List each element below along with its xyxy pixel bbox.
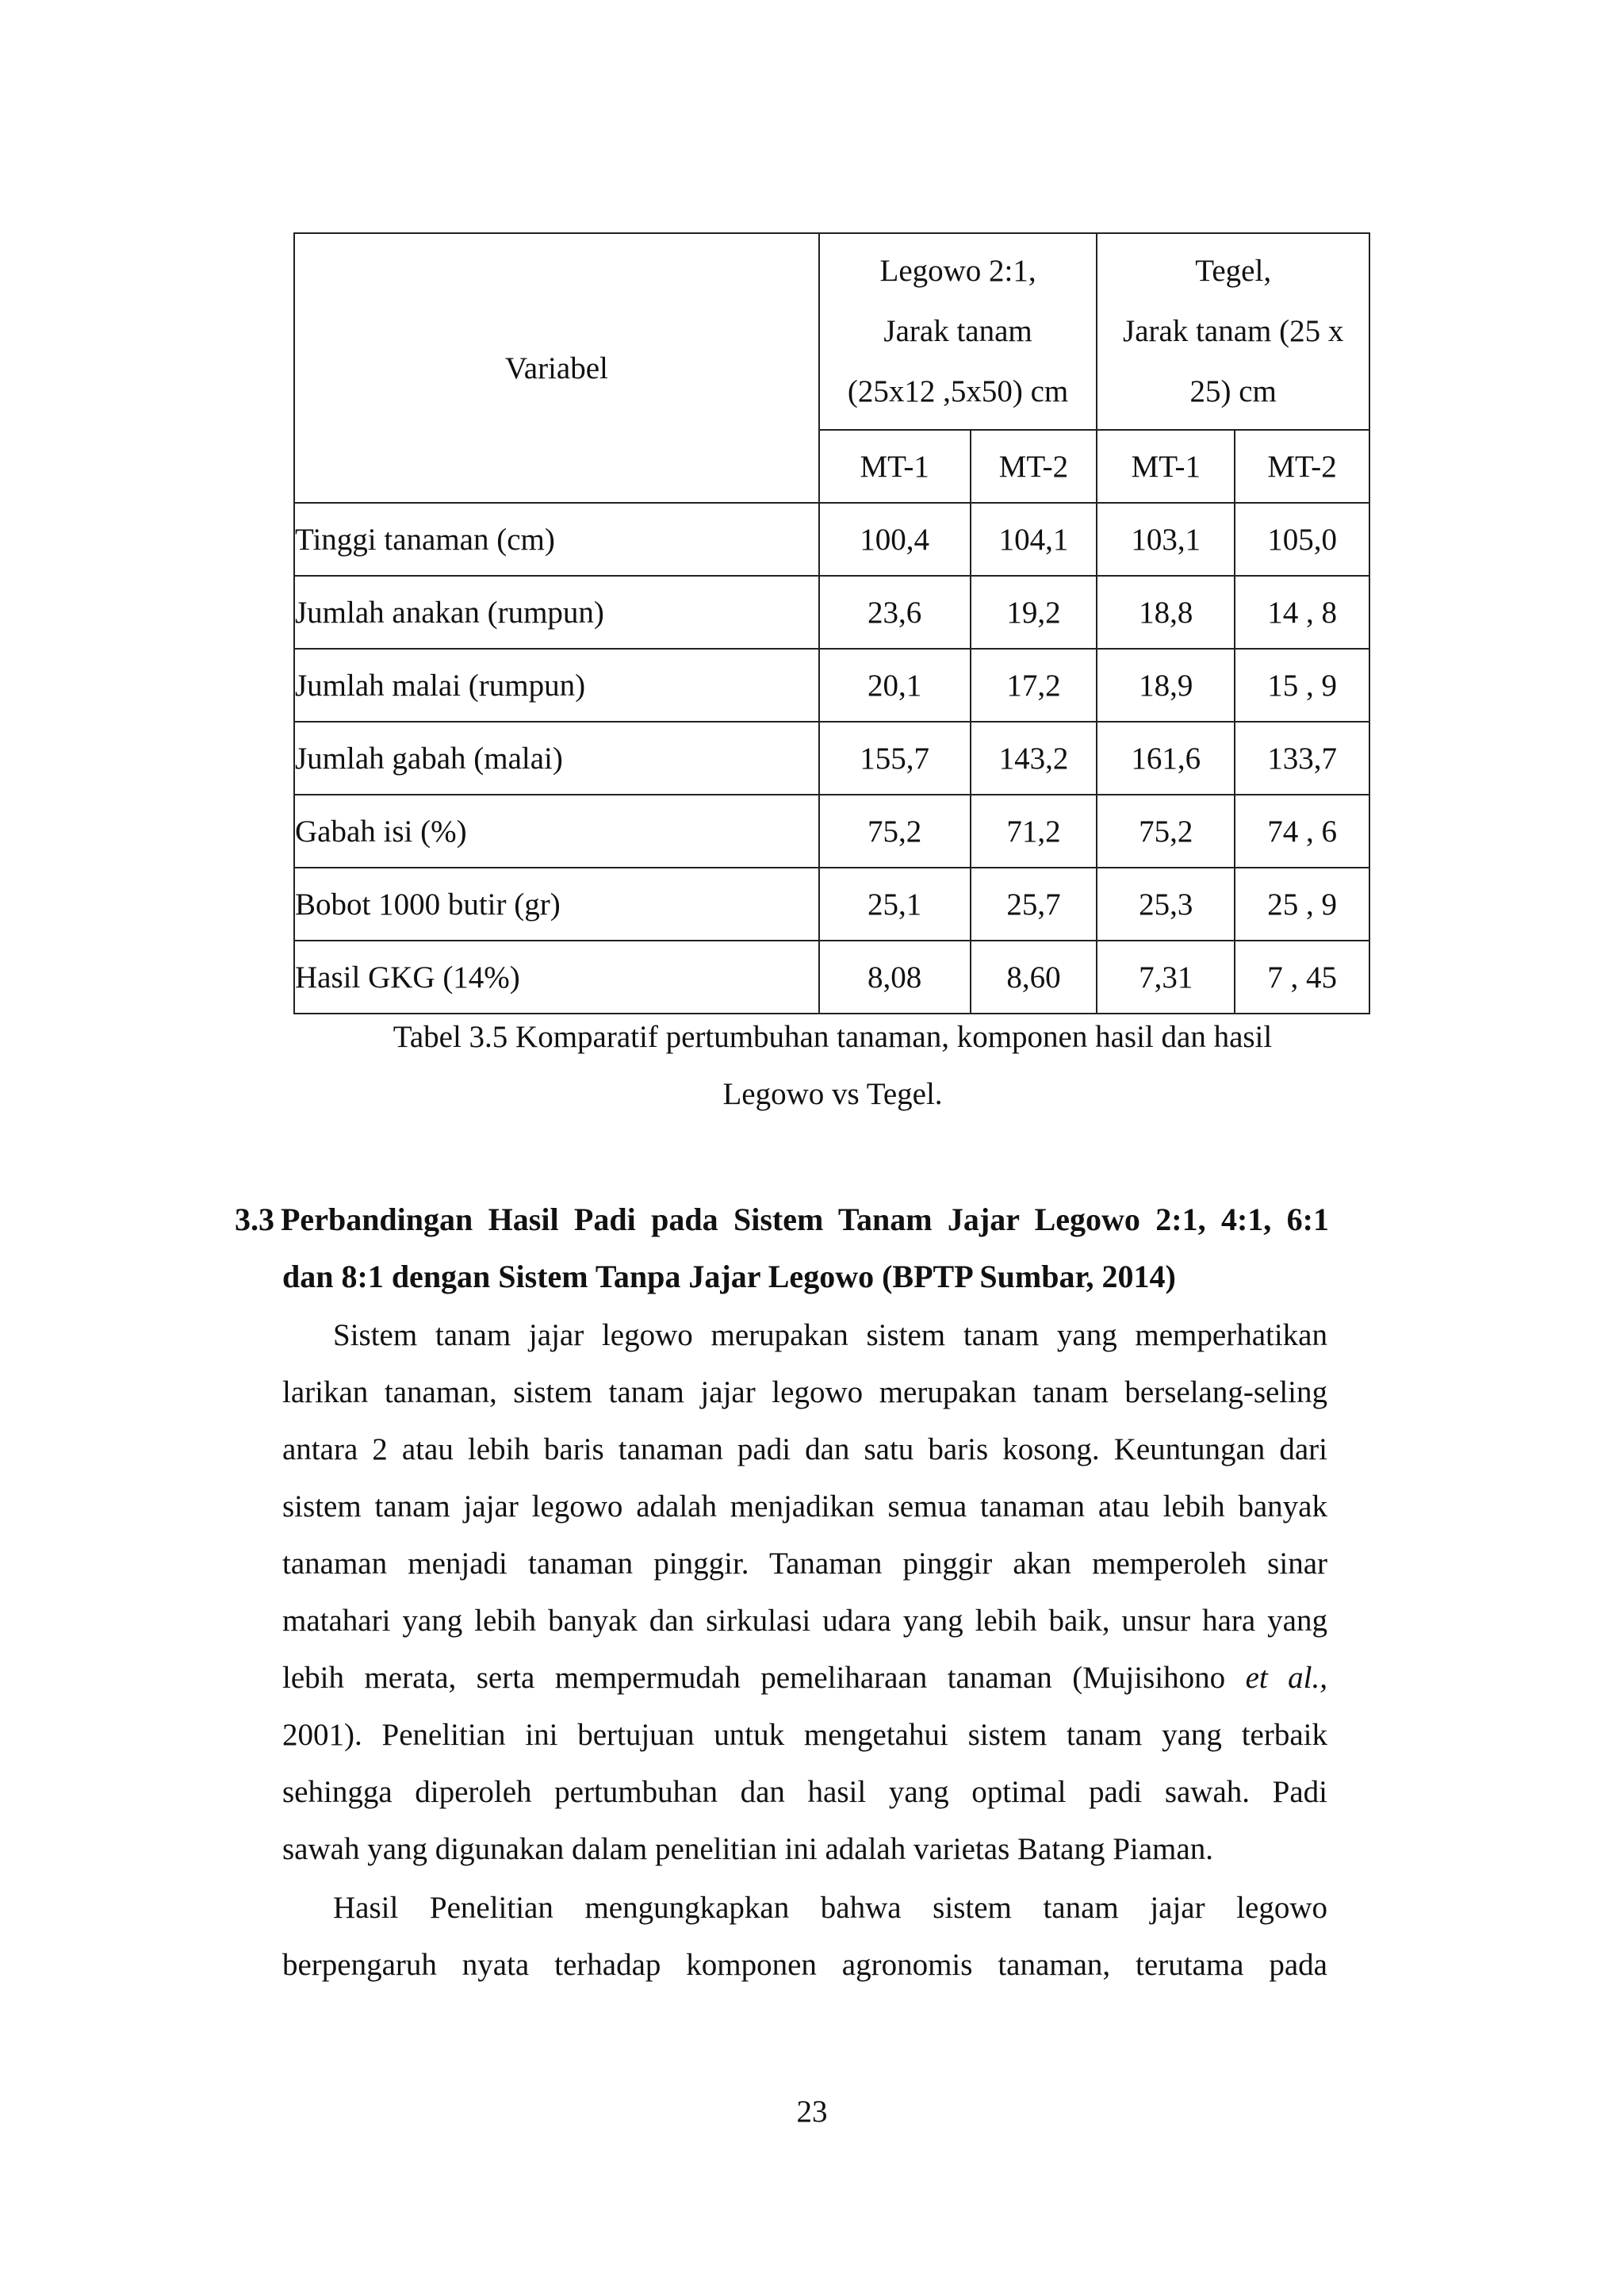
- table-row: [294, 868, 1369, 941]
- paragraph-line: antara 2 atau lebih baris tanaman padi dan satu baris kosong. Keuntungan dari: [282, 1432, 1327, 1466]
- row-value: 14 , 8: [1235, 576, 1369, 649]
- table-row: [294, 503, 1369, 576]
- paragraph-line: 2001). Penelitian ini bertujuan untuk mengetahui sistem tanam yang terbaik: [282, 1718, 1327, 1752]
- caption-line: Legowo vs Tegel.: [722, 1077, 943, 1111]
- header-tegel-line: Tegel,: [1195, 254, 1272, 288]
- header-legowo: [819, 233, 1097, 430]
- citation-et-al: et al.,: [1245, 1661, 1328, 1695]
- paragraph-line: larikan tanaman, sistem tanam jajar legowo merupakan tanam berselang-seling: [282, 1375, 1327, 1409]
- row-variable: Jumlah gabah (malai): [294, 722, 819, 795]
- table-row: [294, 722, 1369, 795]
- row-value: 19,2: [971, 576, 1097, 649]
- paragraph-line-text: lebih merata, serta mempermudah pemeliharaan tanaman (Mujisihono: [282, 1661, 1226, 1695]
- paragraph-2: [282, 1880, 1327, 1994]
- subheader-legowo-mt2: MT-2: [971, 430, 1097, 503]
- subheader-tegel-mt1: MT-1: [1097, 430, 1235, 503]
- row-value: 25 , 9: [1235, 868, 1369, 941]
- header-legowo-line: (25x12 ,5x50) cm: [847, 374, 1069, 408]
- paragraph-line: sehingga diperoleh pertumbuhan dan hasil yang optimal padi sawah. Padi: [282, 1775, 1327, 1809]
- row-value: 8,08: [819, 941, 971, 1014]
- section-heading-line: [235, 1191, 1329, 1248]
- header-legowo-line: Jarak tanam: [883, 314, 1032, 348]
- caption-line: Tabel 3.5 Komparatif pertumbuhan tanaman, komponen hasil dan hasil: [393, 1020, 1273, 1054]
- paragraph-line: [282, 1650, 1327, 1707]
- table-row: [294, 649, 1369, 722]
- row-value: 104,1: [971, 503, 1097, 576]
- row-value: 105,0: [1235, 503, 1369, 576]
- section-title-line2: dan 8:1 dengan Sistem Tanpa Jajar Legowo (BPTP Sumbar, 2014): [282, 1259, 1176, 1294]
- paragraph-line: tanaman menjadi tanaman pinggir. Tanaman pinggir akan memperoleh sinar: [282, 1547, 1327, 1581]
- section-title-line1: Perbandingan Hasil Padi pada Sistem Tanam Jajar Legowo 2:1, 4:1, 6:1: [281, 1202, 1329, 1237]
- table-row: [294, 795, 1369, 868]
- row-value: 75,2: [1097, 795, 1235, 868]
- table-caption: [238, 1009, 1427, 1123]
- row-value: 71,2: [971, 795, 1097, 868]
- paragraph-line: sistem tanam jajar legowo adalah menjadikan semua tanaman atau lebih banyak: [282, 1489, 1327, 1524]
- table-row: [294, 941, 1369, 1014]
- row-value: 103,1: [1097, 503, 1235, 576]
- row-variable: Tinggi tanaman (cm): [294, 503, 819, 576]
- paragraph-line: berpengaruh nyata terhadap komponen agronomis tanaman, terutama pada: [282, 1948, 1327, 1982]
- header-legowo-line: Legowo 2:1,: [879, 254, 1036, 288]
- row-value: 100,4: [819, 503, 971, 576]
- row-value: 155,7: [819, 722, 971, 795]
- row-value: 75,2: [819, 795, 971, 868]
- row-value: 25,7: [971, 868, 1097, 941]
- row-value: 74 , 6: [1235, 795, 1369, 868]
- row-value: 161,6: [1097, 722, 1235, 795]
- comparison-table: [293, 232, 1370, 1014]
- row-value: 8,60: [971, 941, 1097, 1014]
- header-tegel: [1097, 233, 1369, 430]
- page-number: 23: [796, 2095, 828, 2129]
- table-header-row: [294, 233, 1369, 430]
- row-value: 23,6: [819, 576, 971, 649]
- row-value: 25,3: [1097, 868, 1235, 941]
- section-heading: [235, 1191, 1329, 1305]
- header-variable: Variabel: [294, 233, 819, 503]
- row-value: 7 , 45: [1235, 941, 1369, 1014]
- paragraph-line: sawah yang digunakan dalam penelitian ini adalah varietas Batang Piaman.: [282, 1832, 1213, 1866]
- row-variable: Jumlah anakan (rumpun): [294, 576, 819, 649]
- subheader-tegel-mt2: MT-2: [1235, 430, 1369, 503]
- row-value: 18,9: [1097, 649, 1235, 722]
- section-number: 3.3: [235, 1202, 274, 1237]
- header-tegel-line: Jarak tanam (25 x: [1123, 314, 1344, 348]
- paragraph-1: [282, 1307, 1327, 1878]
- row-value: 7,31: [1097, 941, 1235, 1014]
- row-value: 15 , 9: [1235, 649, 1369, 722]
- subheader-legowo-mt1: MT-1: [819, 430, 971, 503]
- row-value: 25,1: [819, 868, 971, 941]
- header-tegel-line: 25) cm: [1189, 374, 1277, 408]
- row-value: 17,2: [971, 649, 1097, 722]
- paragraph-line: matahari yang lebih banyak dan sirkulasi udara yang lebih baik, unsur hara yang: [282, 1604, 1327, 1638]
- row-variable: Jumlah malai (rumpun): [294, 649, 819, 722]
- paragraph-line: Sistem tanam jajar legowo merupakan sistem tanam yang memperhatikan: [333, 1318, 1327, 1352]
- paragraph-line: Hasil Penelitian mengungkapkan bahwa sistem tanam jajar legowo: [333, 1891, 1327, 1925]
- row-variable: Hasil GKG (14%): [294, 941, 819, 1014]
- row-value: 18,8: [1097, 576, 1235, 649]
- row-variable: Bobot 1000 butir (gr): [294, 868, 819, 941]
- row-variable: Gabah isi (%): [294, 795, 819, 868]
- row-value: 20,1: [819, 649, 971, 722]
- row-value: 133,7: [1235, 722, 1369, 795]
- row-value: 143,2: [971, 722, 1097, 795]
- table-row: [294, 576, 1369, 649]
